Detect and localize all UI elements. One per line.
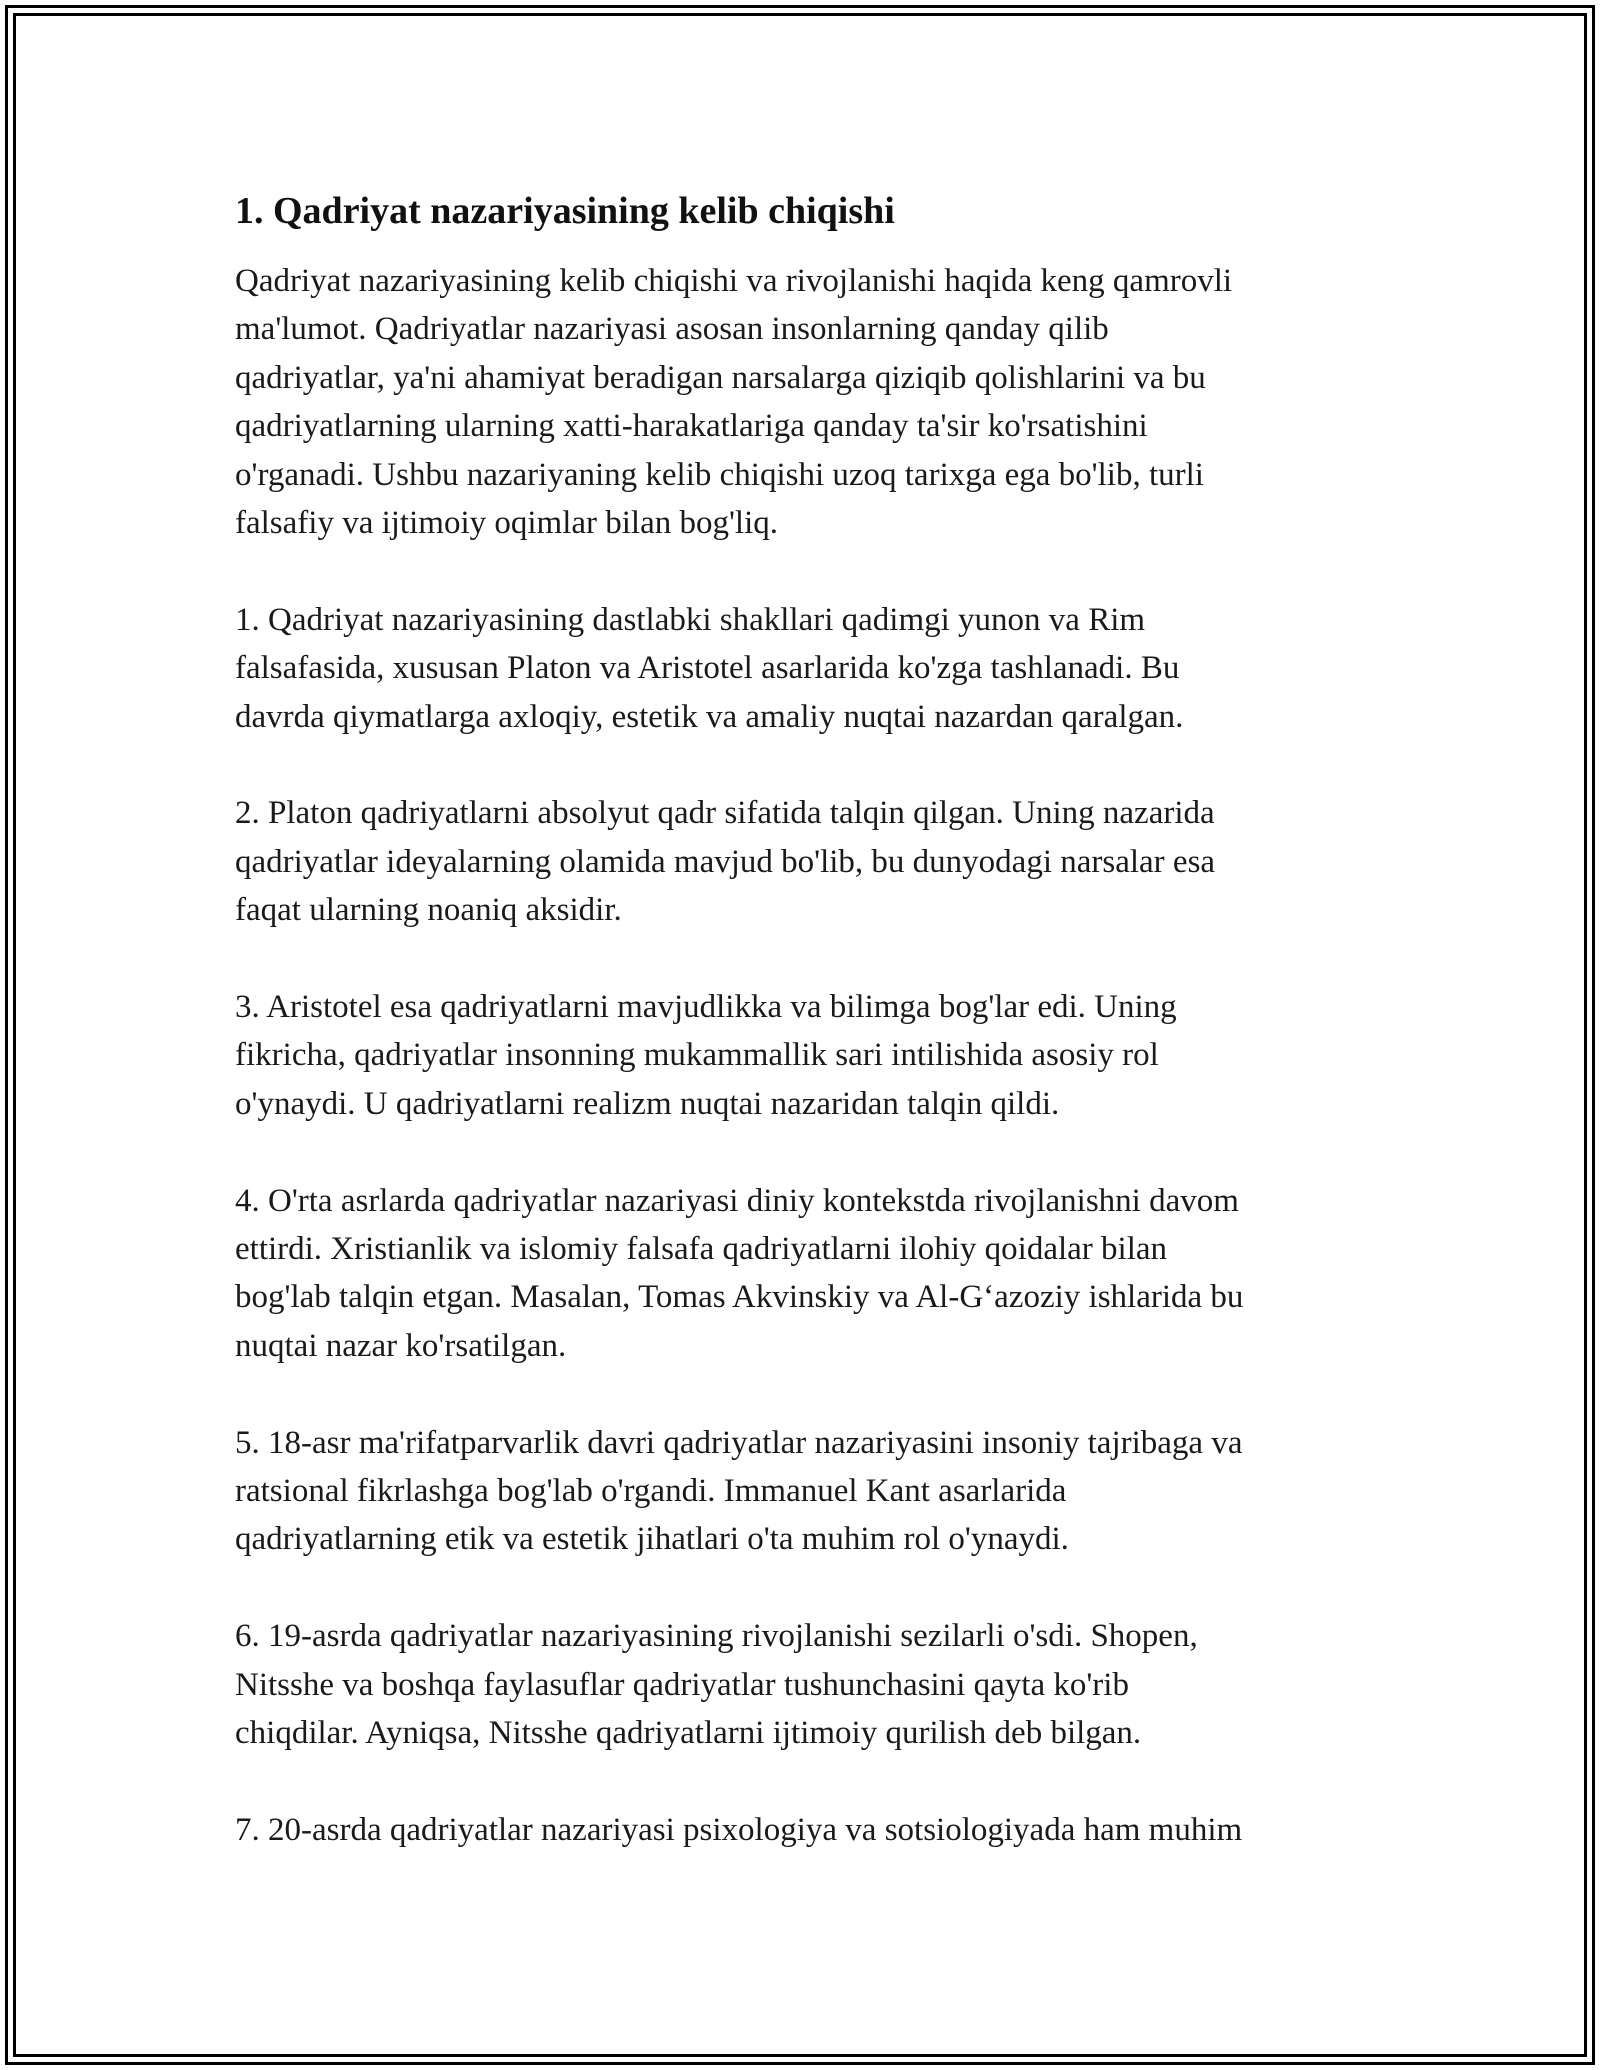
paragraph-point-7: 7. 20-asrda qadriyatlar nazariyasi psixologiya va sotsiologiyada ham muhim [235, 1811, 1243, 1848]
document-title: 1. Qadriyat nazariyasining kelib chiqishi [235, 190, 895, 232]
paragraph-point-6: 6. 19-asrda qadriyatlar nazariyasining rivojlanishi sezilarli o'sdi. Shopen, Nitsshe va boshqa faylasuflar qadriyatlar tushunchasini qayta ko'rib chiqdilar. Ayniqsa, Nitsshe qadriyatlarni ijtimoiy qurilish deb bilgan. [235, 1618, 1198, 1752]
paragraph-point-4: 4. O'rta asrlarda qadriyatlar nazariyasi diniy kontekstda rivojlanishni davom ettirdi. Xristianlik va islomiy falsafa qadriyatlarni ilohiy qoidalar bilan bog'lab talqin etgan. Masalan, Tomas Akvinskiy va Al-G‘azoziy ishlarida bu nuqtai nazar ko'rsatilgan. [235, 1182, 1244, 1364]
document-body [235, 185, 1385, 1903]
paragraph-point-2: 2. Platon qadriyatlarni absolyut qadr sifatida talqin qilgan. Uning nazarida qadriyatlar ideyalarning olamida mavjud bo'lib, bu dunyodagi narsalar esa faqat ularning noaniq aksidir. [235, 795, 1216, 929]
paragraph-point-5: 5. 18-asr ma'rifatparvarlik davri qadriyatlar nazariyasini insoniy tajribaga va ratsional fikrlashga bog'lab o'rgandi. Immanuel Kant asarlarida qadriyatlarning etik va estetik jihatlari o'ta muhim rol o'ynaydi. [235, 1424, 1243, 1558]
paragraph-intro: Qadriyat nazariyasining kelib chiqishi va rivojlanishi haqida keng qamrovli ma'lumot. Qadriyatlar nazariyasi asosan insonlarning qanday qilib qadriyatlar, ya'ni ahamiyat beradigan narsalarga qiziqib qolishlarini va bu qadriyatlarning ularning xatti-harakatlariga qanday ta'sir ko'rsatishini o'rganadi. Ushbu nazariyaning kelib chiqishi uzoq tarixga ega bo'lib, turli falsafiy va ijtimoiy oqimlar bilan bog'liq. [235, 263, 1233, 542]
paragraph-point-1: 1. Qadriyat nazariyasining dastlabki shakllari qadimgi yunon va Rim falsafasida, xususan Platon va Aristotel asarlarida ko'zga tashlanadi. Bu davrda qiymatlarga axloqiy, estetik va amaliy nuqtai nazardan qaralgan. [235, 601, 1184, 735]
paragraph-point-3: 3. Aristotel esa qadriyatlarni mavjudlikka va bilimga bog'lar edi. Uning fikricha, qadriyatlar insonning mukammallik sari intilishida asosiy rol o'ynaydi. U qadriyatlarni realizm nuqtai nazaridan talqin qildi. [235, 989, 1177, 1122]
